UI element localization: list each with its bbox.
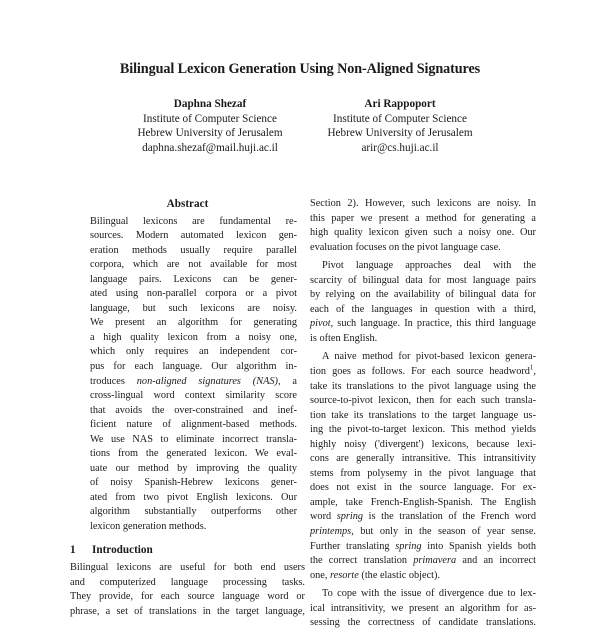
text-line: We present an algorithm for generating bbox=[90, 317, 297, 329]
text-line: by relying on the availability of bilingual data for bbox=[310, 289, 536, 301]
text-line: phrase, a set of translations in the target language, bbox=[70, 605, 305, 617]
left-column bbox=[70, 197, 305, 619]
text-line: sources. Modern automated lexicon gen- bbox=[90, 230, 297, 242]
text-line: take its translations to the pivot language using the bbox=[310, 380, 536, 392]
text-line: corpora, which are not available for most bbox=[90, 259, 297, 271]
text-line: does not exist in the source language. For ex- bbox=[310, 482, 536, 494]
text-line: language, but such lexicons are noisy. bbox=[90, 302, 297, 314]
text-line: Section 2). However, such lexicons are noisy. In bbox=[310, 198, 536, 209]
text-line: language pairs. Lexicons can be gener- bbox=[90, 273, 297, 285]
abstract-body bbox=[70, 215, 305, 535]
text-line: ical intransitivity, we present an algorithm for as- bbox=[310, 602, 536, 614]
text-line: uate our method by improving the quality bbox=[90, 462, 297, 474]
text-line: a high quality lexicon from a noisy one, bbox=[90, 331, 297, 343]
text-line: which only requires an independent cor- bbox=[90, 346, 297, 358]
text-line: algorithm substantially outperforms other bbox=[90, 506, 297, 518]
text-line: printemps, but only in the season of year sense. bbox=[310, 526, 536, 538]
author-name: Ari Rappoport bbox=[364, 98, 436, 110]
text-line: the correct translation primavera and an incorrect bbox=[310, 555, 536, 567]
paragraph bbox=[310, 197, 536, 255]
text-line: each of the languages in question with a third, bbox=[310, 303, 536, 315]
paper-title: Bilingual Lexicon Generation Using Non-Aligned Signatures bbox=[119, 61, 481, 77]
text-line: troduces non-aligned signatures (NAS), a bbox=[90, 375, 297, 387]
text-line: eration methods usually require parallel bbox=[90, 244, 297, 256]
text-line: tions from the generated lexicon. We eval- bbox=[90, 448, 297, 460]
text-line: Further translating spring into Spanish yields both bbox=[310, 540, 536, 552]
text-line: ing the pivot-to-target lexicon. This method yields bbox=[310, 424, 536, 436]
paragraph bbox=[310, 259, 536, 346]
text-line: pus for each language. Our algorithm in- bbox=[90, 361, 297, 373]
author-name: Daphna Shezaf bbox=[173, 98, 247, 110]
paragraph bbox=[310, 350, 536, 583]
text-line: and computerized language processing tasks. bbox=[70, 576, 305, 588]
text-line: word spring is the translation of the French word bbox=[310, 511, 536, 523]
text-line: one, resorte (the elastic object). bbox=[310, 569, 441, 581]
text-line: is often English. bbox=[310, 332, 378, 344]
text-line: highly noisy ('divergent') lexicons, because lexi- bbox=[310, 438, 536, 450]
text-line: Pivot language approaches deal with the bbox=[322, 260, 536, 272]
text-line: sessing the correctness of candidate translations. bbox=[310, 617, 536, 629]
text-line: high quality lexicon given such a noisy one. Our bbox=[310, 227, 536, 239]
text-line: this paper we present a method for generating a bbox=[310, 212, 536, 224]
author-affiliation: Hebrew University of Jerusalem bbox=[137, 127, 283, 140]
text-line: lexicon generation methods. bbox=[90, 521, 207, 533]
text-line: ample, take French-English-Spanish. The English bbox=[310, 496, 536, 508]
text-line: They provide, for each source language word or bbox=[70, 591, 305, 603]
text-line: We use NAS to eliminate incorrect transla- bbox=[90, 433, 297, 445]
text-line: tion take its translations to the target language us- bbox=[310, 409, 536, 421]
author-affiliation: Hebrew University of Jerusalem bbox=[327, 127, 473, 140]
author-email: daphna.shezaf@mail.huji.ac.il bbox=[142, 141, 278, 154]
text-line: of noisy Spanish-Hebrew lexicons gener- bbox=[90, 477, 297, 489]
text-line: scarcity of bilingual data for most language pairs bbox=[310, 274, 536, 286]
text-line: A naive method for pivot-based lexicon genera- bbox=[322, 351, 536, 363]
text-line: Bilingual lexicons are fundamental re- bbox=[90, 215, 297, 227]
text-line: that avoids the over-constrained and inef- bbox=[90, 404, 297, 416]
text-line: ated using non-parallel corpora or a pivot bbox=[90, 288, 297, 300]
text-line: stems from polysemy in the pivot language that bbox=[310, 467, 536, 479]
text-line: cross-lingual word context similarity score bbox=[90, 390, 297, 402]
author-block-2 bbox=[280, 97, 520, 155]
author-affiliation: Institute of Computer Science bbox=[143, 112, 277, 125]
text-line: tion goes as follows. For each source headword$^1$, bbox=[310, 363, 536, 378]
text-line: cons are generally intransitive. This intransitivity bbox=[310, 453, 536, 465]
text-line: evaluation focuses on the pivot language case. bbox=[310, 241, 501, 253]
introduction-body bbox=[70, 561, 305, 619]
author-affiliation: Institute of Computer Science bbox=[333, 112, 467, 125]
section-heading-introduction bbox=[70, 543, 305, 558]
text-line: To cope with the issue of divergence due to lex- bbox=[322, 588, 536, 600]
text-line: pivot, such language. In practice, this third language bbox=[310, 318, 536, 330]
text-line: Bilingual lexicons are useful for both end users bbox=[70, 562, 305, 574]
text-line: source-to-pivot lexicon, then for each such transla- bbox=[310, 395, 536, 407]
section-title: Introduction bbox=[92, 543, 153, 556]
section-number: 1 bbox=[70, 543, 76, 556]
author-email: arir@cs.huji.ac.il bbox=[361, 141, 439, 154]
paragraph bbox=[310, 587, 536, 631]
text-line: ficient nature of alignment-based methods. bbox=[90, 419, 297, 431]
text-line: ated from two pivot English lexicons. Our bbox=[90, 491, 297, 503]
abstract-heading: Abstract bbox=[166, 198, 209, 210]
right-column bbox=[310, 197, 536, 635]
